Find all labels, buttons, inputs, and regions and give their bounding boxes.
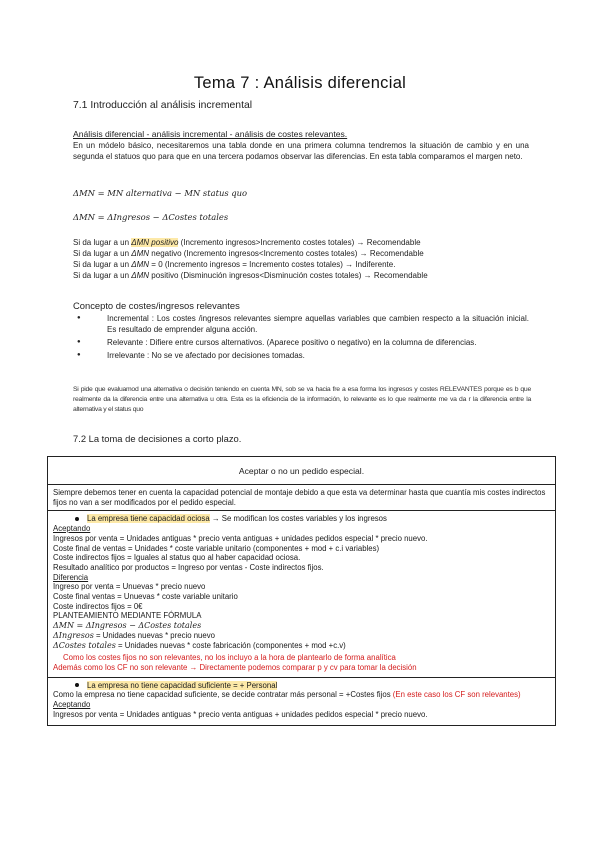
bullet-line <box>53 681 550 691</box>
section-heading-7-1: 7.1 Introducción al análisis incremental <box>73 100 253 111</box>
highlight-capacidad-ociosa: La empresa tiene capacidad ociosa <box>87 514 210 524</box>
rule-line: Si da lugar a un ΔMN negativo (Incremento ingresos<Incremento costes totales) → Recomendable <box>73 249 424 258</box>
planteamiento-label: PLANTEAMIENTO MEDIANTE FÓRMULA <box>53 611 202 621</box>
section-heading-7-2: 7.2 La toma de decisiones a corto plazo. <box>73 433 242 444</box>
block2-text: Como la empresa no tiene capacidad suficiente, se decide contratar más personal = +Costes fijos (En este caso los CF son relevantes) <box>53 690 521 700</box>
highlight-sin-capacidad: La empresa no tiene capacidad suficiente = + Personal <box>87 680 278 690</box>
concept-item-relevante: ● Relevante : Difiere entre cursos alternativos. (Aparece positivo o negativo) en la columna de diferencias. <box>73 337 529 348</box>
table-formula: ΔMN = ΔIngresos − ΔCostes totales <box>53 621 202 631</box>
concept-list <box>73 313 529 363</box>
bullet-dot <box>75 517 79 521</box>
formula-line: ΔCostes totales = Unidades nuevas * coste fabricación (componentes + mod +c.v) <box>53 640 346 650</box>
capacity-insuficiente-block <box>48 678 555 726</box>
rule-line: Si da lugar a un ΔMN positivo (Incremento ingresos>Incremento costes totales) → Recomendable <box>73 238 421 247</box>
rule-line: Si da lugar a un ΔMN positivo (Disminución ingresos<Disminución costes totales) → Recomendable <box>73 271 428 280</box>
concept-heading: Concepto de costes/ingresos relevantes <box>73 300 240 311</box>
formula-mn-ingresos: ΔMN = ΔIngresos − ΔCostes totales <box>73 212 229 222</box>
aceptando-line: Coste final de ventas = Unidades * coste variable unitario (componentes + mod + c.i variables) <box>53 543 380 553</box>
red-note: Además como los CF no son relevante → Directamente podemos comparar p y cv para tomar la decisión <box>53 662 417 672</box>
diferencia-line: Coste indirectos fijos = 0€ <box>53 601 143 611</box>
formula-line: ΔIngresos = Unidades nuevas * precio nuevo <box>53 630 215 640</box>
formula-mn: ΔMN = MN alternativa − MN status quo <box>73 188 248 198</box>
table-header: Aceptar o no un pedido especial. <box>48 457 555 485</box>
diferencia-line: Coste final ventas = Unuevas * coste variable unitario <box>53 592 238 602</box>
bullet-line: La empresa tiene capacidad ociosa → Se modifican los costes variables y los ingresos <box>53 514 550 524</box>
red-note: Como los costes fijos no son relevantes, no los incluyo a la hora de plantearlo de forma analítica <box>63 653 396 663</box>
aceptando-label: Aceptando <box>53 524 91 534</box>
special-order-table <box>47 456 556 726</box>
bullet-dot <box>75 683 79 687</box>
rule-line: Si da lugar a un ΔMN = 0 (Incremento ingresos = Incremento costes totales) → Indiferente. <box>73 260 396 269</box>
capacity-ociosa-block <box>48 511 555 677</box>
diferencia-line: Ingreso por venta = Unuevas * precio nuevo <box>53 582 206 592</box>
page-title: Tema 7 : Análisis diferencial <box>193 74 407 92</box>
table-intro: Siempre debemos tener en cuenta la capacidad potencial de montaje debido a que esta va determinar hasta que cuantía mis costes indirectos fijos no van a ser modificados por el pedido especial. <box>48 485 555 511</box>
rules-list <box>73 237 543 281</box>
aceptando-label: Aceptando <box>53 700 91 710</box>
aceptando-line: Ingresos por venta = Unidades antiguas * precio venta antiguas + unidades pedidos especial * precio nuevo. <box>53 533 428 543</box>
diferencia-label: Diferencia <box>53 572 89 582</box>
section-subheading: Análisis diferencial - análisis incremental - análisis de costes relevantes. <box>73 129 348 139</box>
highlight-delta-mn: ΔMN positivo <box>131 238 179 247</box>
concept-item-irrelevante: ● Irrelevante : No se ve afectado por decisiones tomadas. <box>73 350 529 361</box>
aceptando-line: Ingresos por venta = Unidades antiguas * precio venta antiguas + unidades pedidos especial * precio nuevo. <box>53 709 428 719</box>
note-paragraph: Si pide que evaluamod una alternativa o decisión teniendo en cuenta MN, sob se va hacia fre a esa forma los ingresos y costes RELEVANTES porque es b que realmente da la diferencia entre una alternativa u otra. Esta es la eficiencia de la información, lo relevante es lo que realmente me va da r la diferencia entre la alternativa y el status quo <box>73 386 531 413</box>
intro-paragraph: En un módelo básico, necesitaremos una tabla donde en una primera columna tendremos la situación de cambio y en una segunda el statuos quo para que en una tercera podamos observar las diferencias. En esta tabla comparamos el margen neto. <box>73 141 529 161</box>
aceptando-line: Resultado analítico por productos = Ingreso por ventas - Coste indirectos fijos. <box>53 562 324 572</box>
concept-item-incremental: ● Incremental : Los costes /ingresos relevantes siempre aquellas variables que cambien respecto a la situación inicial. Es resultado de emprender alguna acción. <box>73 313 529 335</box>
aceptando-line: Coste indirectos fijos = Iguales al status quo al haber capacidad ociosa. <box>53 553 301 563</box>
